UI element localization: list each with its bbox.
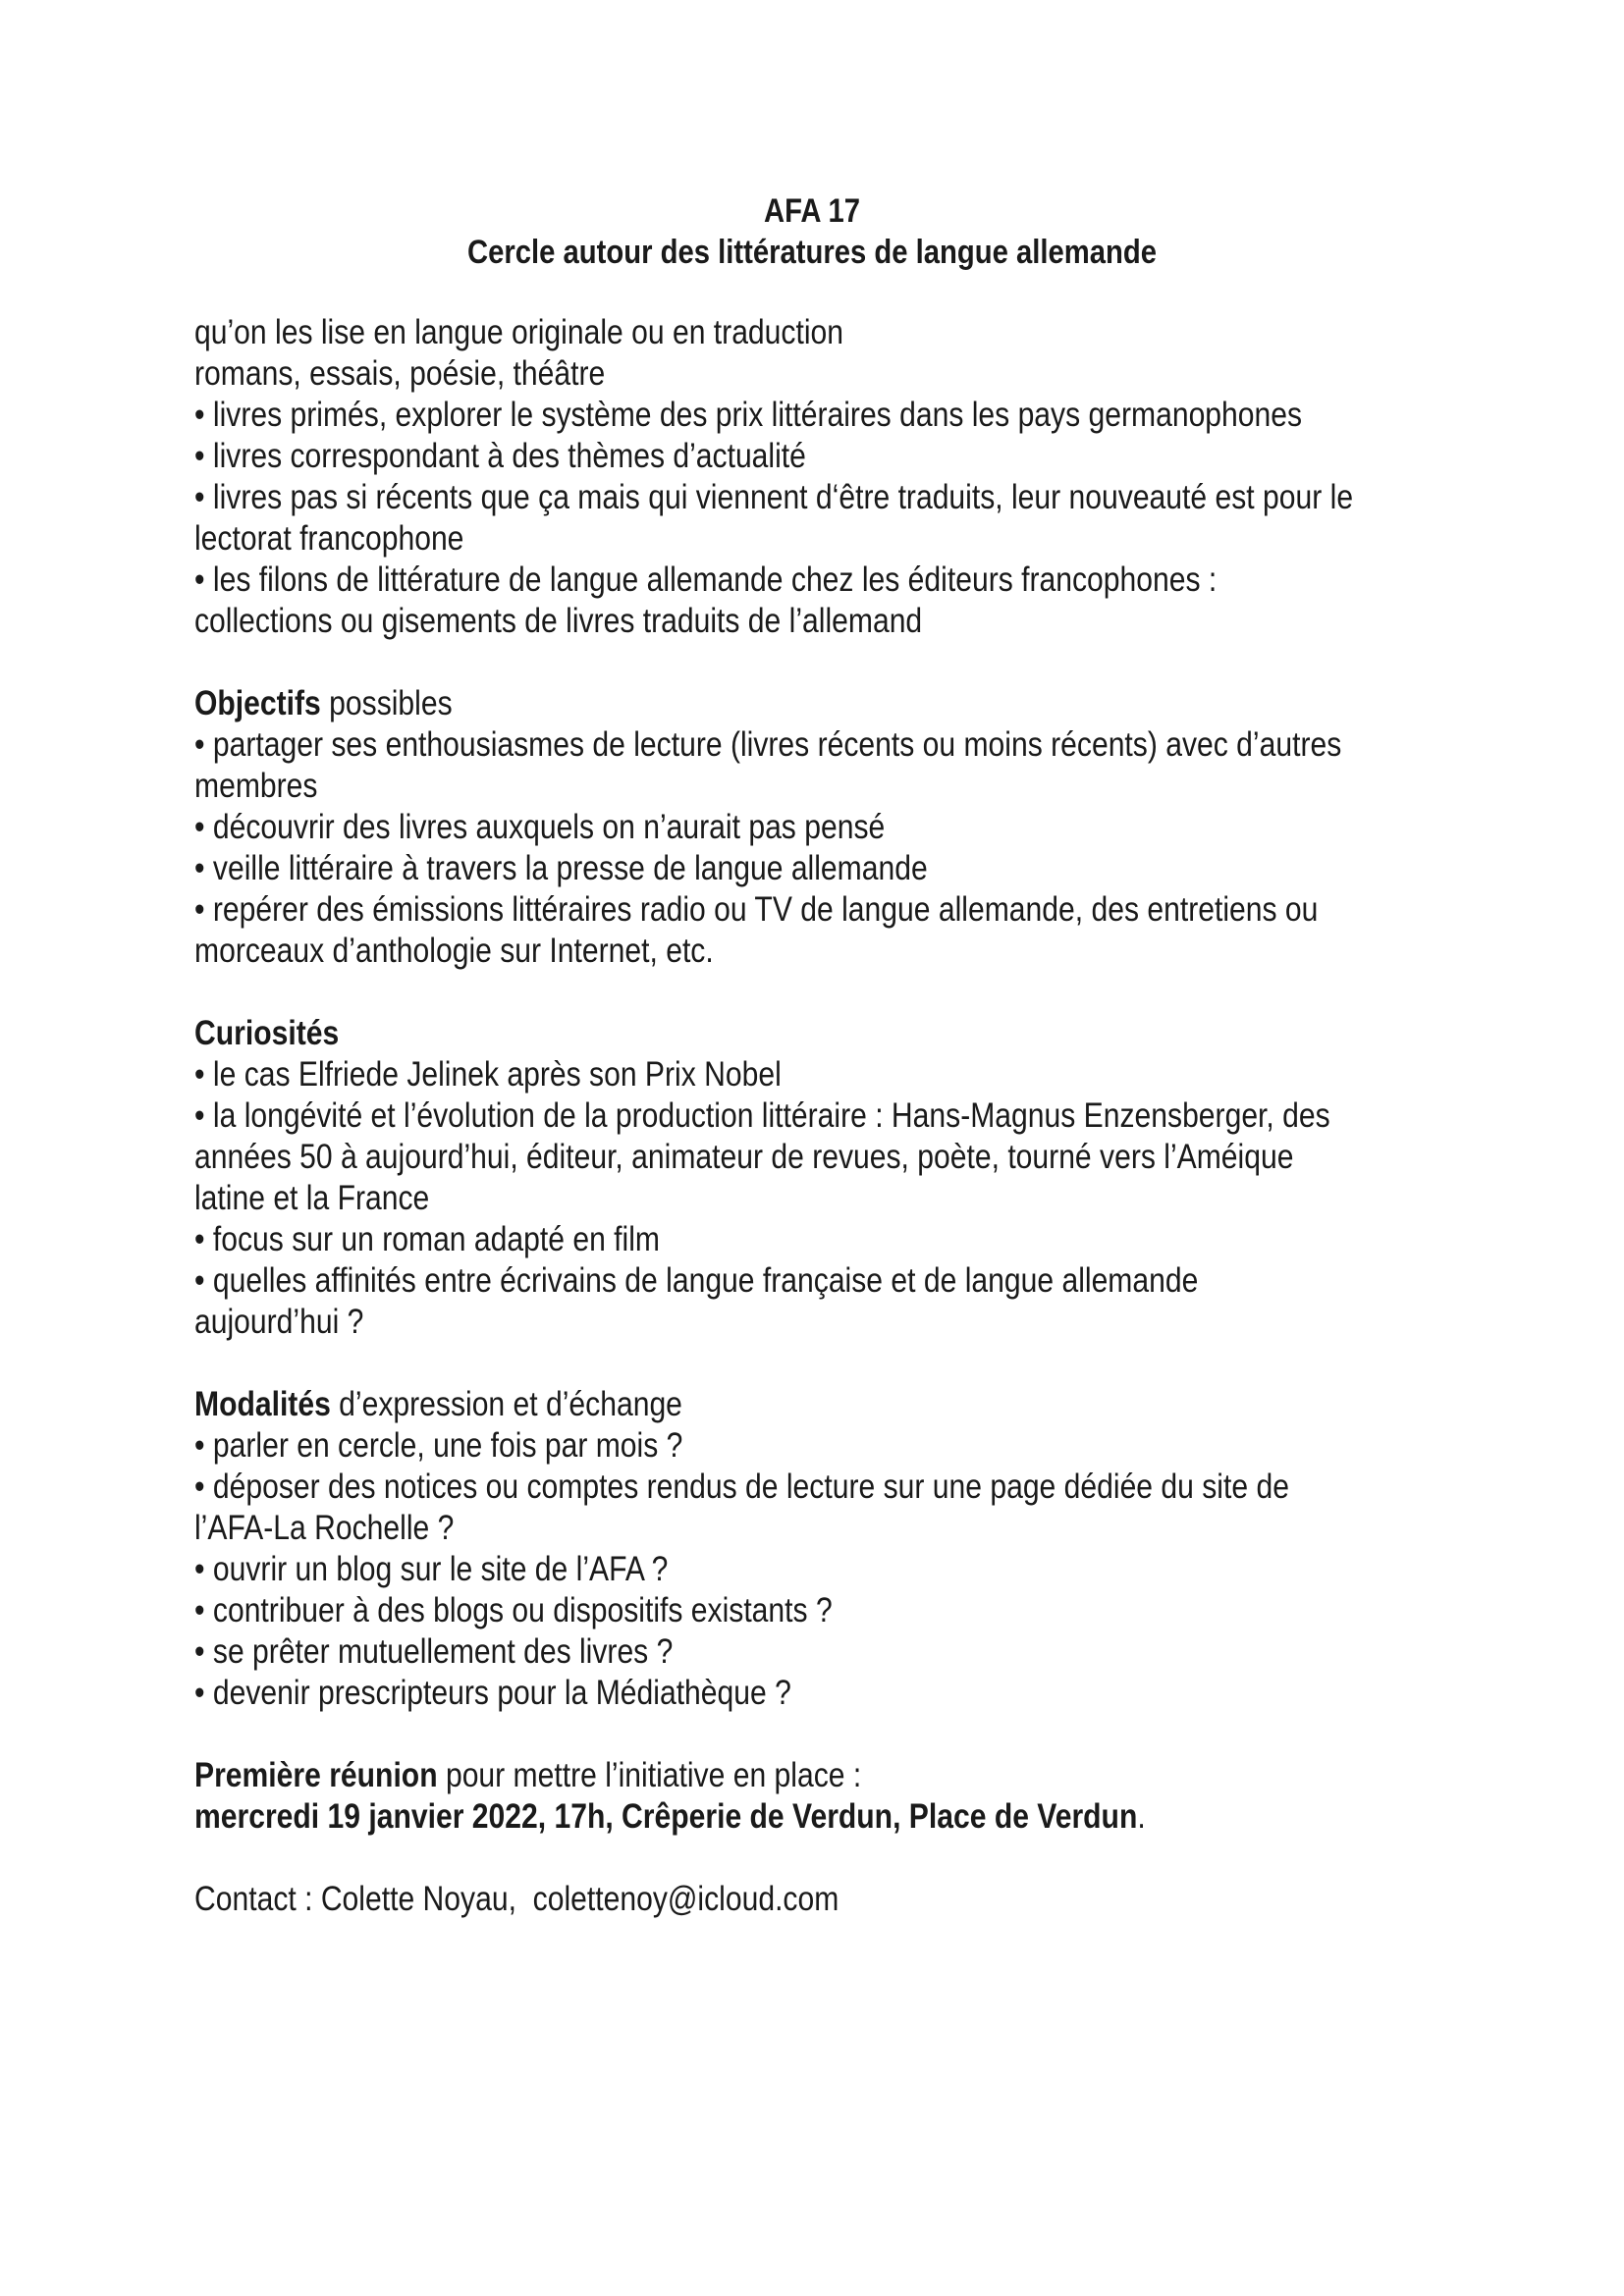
intro-bullet: • livres pas si récents que ça mais qui viennent d‘être traduits, leur nouveauté est pour le xyxy=(194,478,1354,516)
reunion-heading xyxy=(194,1755,1461,1796)
modalites-bullet: • contribuer à des blogs ou dispositifs existants ? xyxy=(194,1591,833,1629)
curiosites-bullet-continuation: années 50 à aujourd’hui, éditeur, animateur de revues, poète, tourné vers l’Améique xyxy=(194,1138,1294,1176)
intro-line: qu’on les lise en langue originale ou en traduction xyxy=(194,313,844,351)
objectifs-heading-bold: Objectifs xyxy=(194,684,321,722)
modalites-bullet: • parler en cercle, une fois par mois ? xyxy=(194,1426,683,1465)
objectifs-bullet-continuation: morceaux d’anthologie sur Internet, etc. xyxy=(194,932,714,970)
curiosites-bullet: • le cas Elfriede Jelinek après son Prix Nobel xyxy=(194,1055,782,1094)
modalites-bullet: • se prêter mutuellement des livres ? xyxy=(194,1632,674,1671)
modalites-heading-rest: d’expression et d’échange xyxy=(330,1385,682,1423)
modalites-bullet: • ouvrir un blog sur le site de l’AFA ? xyxy=(194,1550,669,1588)
document-title: AFA 17 xyxy=(763,192,861,230)
reunion-details xyxy=(194,1796,1461,1838)
objectifs-bullet: • veille littéraire à travers la presse de langue allemande xyxy=(194,849,928,887)
paragraph-gap xyxy=(194,642,1461,683)
intro-bullet-continuation: lectorat francophone xyxy=(194,519,464,558)
curiosites-bullet-continuation: aujourd’hui ? xyxy=(194,1303,364,1341)
reunion-heading-rest: pour mettre l’initiative en place : xyxy=(437,1756,862,1794)
objectifs-bullet: • repérer des émissions littéraires radio ou TV de langue allemande, des entretiens ou xyxy=(194,890,1319,929)
curiosites-section xyxy=(194,1013,1461,1343)
objectifs-bullet: • partager ses enthousiasmes de lecture (livres récents ou moins récents) avec d’autres xyxy=(194,725,1342,764)
curiosites-bullet: • la longévité et l’évolution de la production littéraire : Hans-Magnus Enzensberger, des xyxy=(194,1096,1330,1135)
curiosites-bullet: • focus sur un roman adapté en film xyxy=(194,1220,660,1258)
intro-line: romans, essais, poésie, théâtre xyxy=(194,354,606,393)
paragraph-gap xyxy=(194,1714,1461,1755)
curiosites-heading-bold: Curiosités xyxy=(194,1014,340,1052)
objectifs-heading-rest: possibles xyxy=(320,684,453,722)
modalites-bullet: • déposer des notices ou comptes rendus de lecture sur une page dédiée du site de xyxy=(194,1468,1289,1506)
document-subtitle: Cercle autour des littératures de langue allemande xyxy=(466,234,1157,271)
modalites-heading xyxy=(194,1384,1461,1425)
modalites-bullet: • devenir prescripteurs pour la Médiathèque ? xyxy=(194,1674,791,1712)
reunion-details-bold: mercredi 19 janvier 2022, 17h, Crêperie de Verdun, Place de Verdun xyxy=(194,1797,1138,1836)
objectifs-section xyxy=(194,683,1461,972)
intro-bullet: • livres primés, explorer le système des prix littéraires dans les pays germanophones xyxy=(194,396,1303,434)
document-body xyxy=(194,312,1461,1920)
paragraph-gap xyxy=(194,972,1461,1013)
paragraph-gap xyxy=(194,1838,1461,1879)
intro-section xyxy=(194,312,1461,642)
modalites-heading-bold: Modalités xyxy=(194,1385,331,1423)
modalites-section xyxy=(194,1384,1461,1714)
intro-bullet: • les filons de littérature de langue allemande chez les éditeurs francophones : xyxy=(194,561,1218,599)
modalites-bullet-continuation: l’AFA-La Rochelle ? xyxy=(194,1509,455,1547)
contact-line: Contact : Colette Noyau, colettenoy@icloud.com xyxy=(194,1880,839,1918)
objectifs-bullet-continuation: membres xyxy=(194,767,318,805)
curiosites-bullet-continuation: latine et la France xyxy=(194,1179,430,1217)
reunion-details-end: . xyxy=(1137,1797,1146,1836)
reunion-heading-bold: Première réunion xyxy=(194,1756,438,1794)
reunion-section xyxy=(194,1755,1461,1838)
document-header xyxy=(114,190,1510,273)
objectifs-bullet: • découvrir des livres auxquels on n’aurait pas pensé xyxy=(194,808,886,846)
curiosites-heading xyxy=(194,1013,1461,1054)
paragraph-gap xyxy=(194,1343,1461,1384)
intro-bullet-continuation: collections ou gisements de livres traduits de l’allemand xyxy=(194,602,923,640)
curiosites-bullet: • quelles affinités entre écrivains de langue française et de langue allemande xyxy=(194,1261,1199,1300)
objectifs-heading xyxy=(194,683,1461,724)
intro-bullet: • livres correspondant à des thèmes d’actualité xyxy=(194,437,806,475)
contact-section xyxy=(194,1879,1461,1920)
